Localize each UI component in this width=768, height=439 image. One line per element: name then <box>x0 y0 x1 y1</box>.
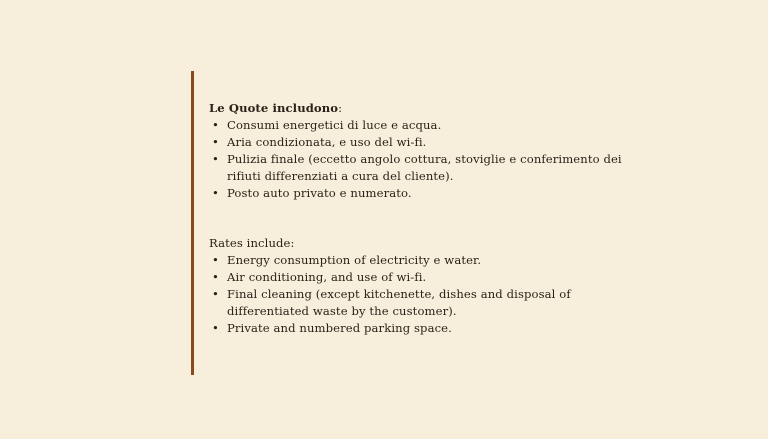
list-item-text: Consumi energetici di luce e acqua. <box>227 118 442 132</box>
list-item <box>209 151 649 185</box>
list-item-text: Posto auto privato e numerato. <box>227 186 412 200</box>
english-list <box>209 252 649 337</box>
list-item <box>209 252 649 269</box>
rates-info-block <box>209 100 649 337</box>
bullet-icon: • <box>212 118 219 132</box>
italian-section-title <box>209 100 649 117</box>
list-item-text: Private and numbered parking space. <box>227 321 452 335</box>
list-item <box>209 185 649 202</box>
list-item-text: Final cleaning (except kitchenette, dishes and disposal of differentiated waste by the customer). <box>227 287 571 318</box>
italian-section <box>209 100 649 202</box>
english-section-title: Rates include: <box>209 236 295 250</box>
bullet-icon: • <box>212 270 219 284</box>
list-item <box>209 117 649 134</box>
accent-divider-bar <box>191 71 194 375</box>
list-item-text: Aria condizionata, e uso del wi-fi. <box>227 135 427 149</box>
list-item-text: Air conditioning, and use of wi-fi. <box>227 270 427 284</box>
bullet-icon: • <box>212 135 219 149</box>
italian-list <box>209 117 649 202</box>
list-item <box>209 269 649 286</box>
list-item <box>209 134 649 151</box>
bullet-icon: • <box>212 152 219 166</box>
bullet-icon: • <box>212 287 219 301</box>
list-item <box>209 320 649 337</box>
bullet-icon: • <box>212 186 219 200</box>
italian-title-text: Le Quote includono <box>209 101 339 115</box>
italian-title-colon: : <box>338 101 343 115</box>
english-section <box>209 235 649 337</box>
bullet-icon: • <box>212 253 219 267</box>
list-item-text: Pulizia finale (eccetto angolo cottura, stoviglie e conferimento dei rifiuti differenziati a cura del cliente). <box>227 152 622 183</box>
list-item <box>209 286 649 320</box>
bullet-icon: • <box>212 321 219 335</box>
list-item-text: Energy consumption of electricity e water. <box>227 253 482 267</box>
section-spacer <box>209 202 649 235</box>
